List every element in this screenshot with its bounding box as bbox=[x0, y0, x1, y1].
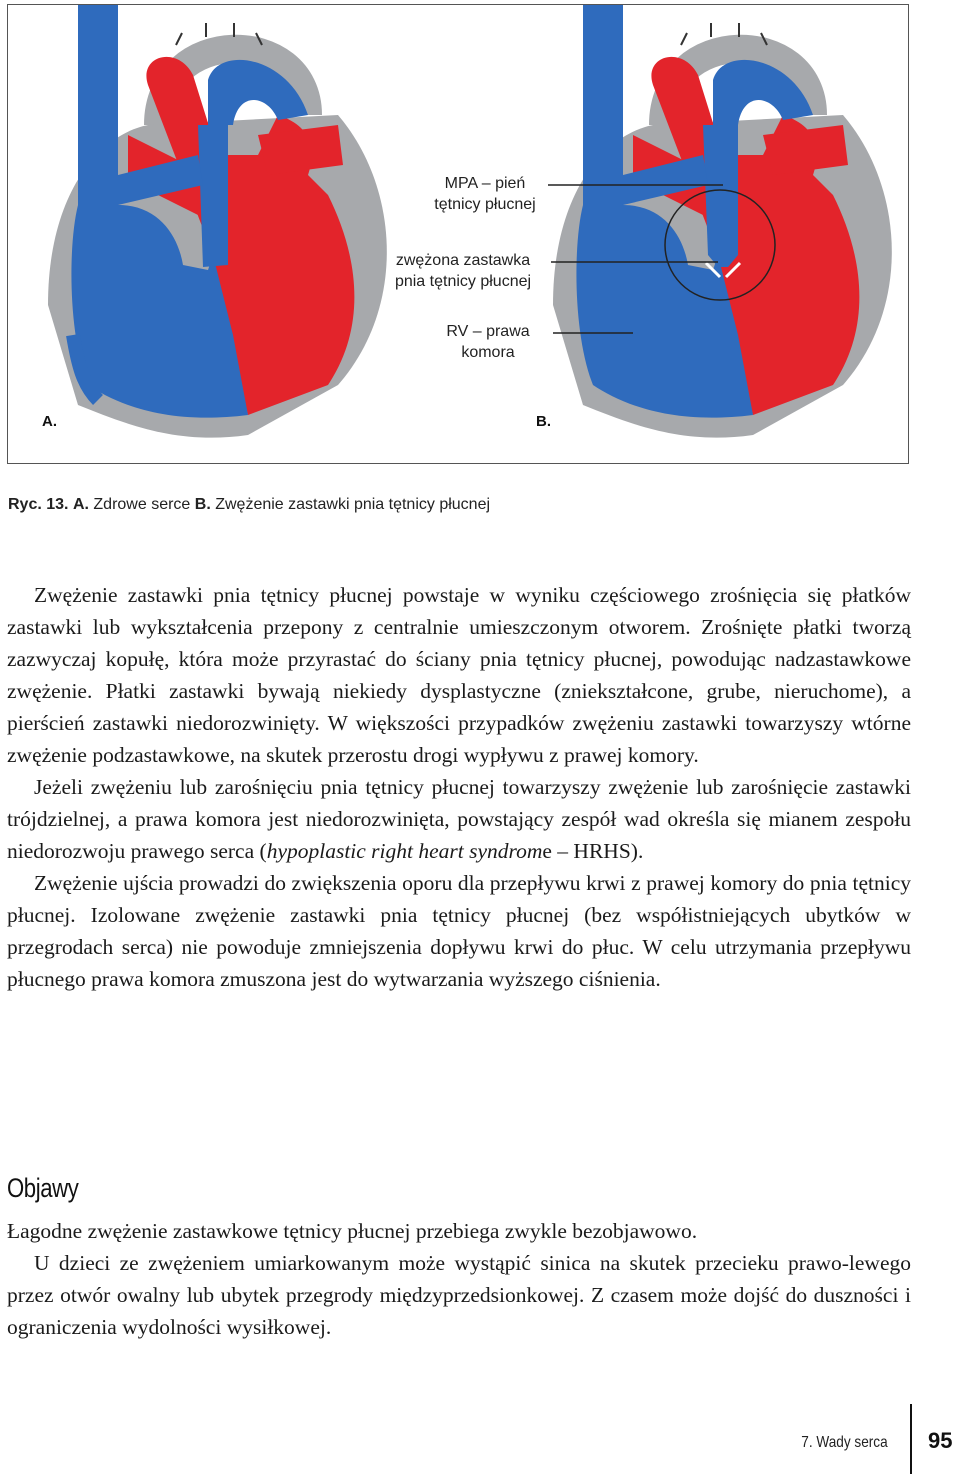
heart-a bbox=[48, 5, 387, 438]
label-stenotic-valve: zwężona zastawka pnia tętnicy płucnej bbox=[394, 252, 532, 290]
panel-b-label: B. bbox=[536, 413, 551, 430]
paragraph-2: Jeżeli zwężeniu lub zarośnięciu pnia tętnicy płucnej towarzyszy zwężenie lub zarośnięcie zastawki trójdzielnej, a prawa komora jest niedorozwinięta, powstający zespół wad określa się mianem zespołu niedorozwoju prawego serca (hypoplastic right heart syndrome – HRHS). bbox=[7, 775, 911, 863]
figure-caption: Ryc. 13. A. Zdrowe serce B. Zwężenie zastawki pnia tętnicy płucnej bbox=[8, 496, 491, 513]
section-heading: Objawy bbox=[7, 1173, 79, 1203]
body-text bbox=[7, 579, 911, 995]
paragraph-3: Zwężenie ujścia prowadzi do zwiększenia oporu dla przepływu krwi z prawej komory do pnia tętnicy płucnej. Izolowane zwężenie zastawki pnia tętnicy płucnej (bez współistniejących ubytków w przegrodach serca) nie powoduje zmniejszenia dopływu krwi do płuc. W celu utrzymania przepływu płucnego prawa komora zmuszona jest do wytwarzania wyższego ciśnienia. bbox=[7, 871, 911, 991]
panel-a-label: A. bbox=[42, 413, 57, 430]
footer-chapter: 7. Wady serca bbox=[801, 1434, 888, 1451]
heart-diagrams bbox=[8, 5, 908, 463]
symptoms-text bbox=[7, 1215, 911, 1343]
paragraph-1: Zwężenie zastawki pnia tętnicy płucnej powstaje w wyniku częściowego zrośnięcia się płatków zastawki lub wykształcenia przepony z centralnie umieszczonym otworem. Zrośnięte płatki tworzą zazwyczaj kopułę, która może przyrastać do ściany pnia tętnicy płucnej, powodując nadzastawkowe zwężenie. Płatki zastawki bywają niekiedy dysplastyczne (zniekształcone, grube, nieruchome), a pierścień zastawki niedorozwinięty. W większości przypadków zwężeniu zastawki towarzyszy wtórne zwężenie podzastawkowe, na skutek przerostu drogi wypływu z prawej komory. bbox=[7, 583, 911, 767]
heart-b bbox=[553, 5, 892, 438]
footer-divider bbox=[910, 1404, 912, 1474]
page-number: 95 bbox=[928, 1428, 953, 1453]
figure-frame bbox=[7, 4, 909, 464]
label-rv: RV – prawa komora bbox=[446, 323, 530, 361]
symptoms-paragraph-2: U dzieci ze zwężeniem umiarkowanym może wystąpić sinica na skutek przecieku prawo-lewego przez otwór owalny lub ubytek przegrody międzyprzedsionkowej. Z czasem może dojść do duszności i ograniczenia wydolności wysiłkowej. bbox=[7, 1251, 911, 1339]
symptoms-paragraph-1: Łagodne zwężenie zastawkowe tętnicy płucnej przebiega zwykle bezobjawowo. bbox=[7, 1219, 698, 1243]
label-mpa: MPA – pień tętnicy płucnej bbox=[434, 175, 536, 213]
